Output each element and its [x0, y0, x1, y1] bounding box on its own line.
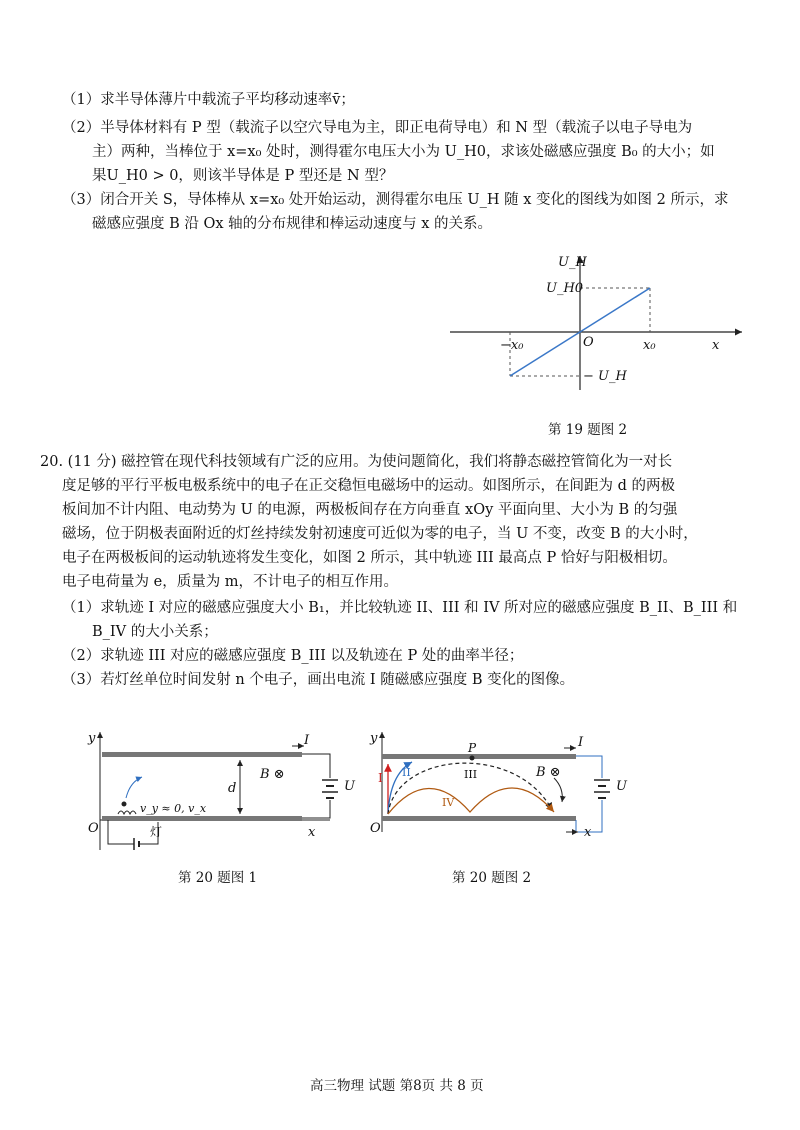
- circuit-top-wire: [302, 754, 330, 778]
- filament-label: 灯: [150, 825, 163, 839]
- circuit-top-wire: [576, 756, 602, 778]
- page-footer: 高三物理 试题 第8页 共 8 页: [310, 1078, 484, 1094]
- deflection-arrow: [554, 778, 562, 802]
- x-axis-label: x: [712, 338, 720, 353]
- q20-fig1-caption: 第 20 题图 1: [178, 870, 258, 886]
- electron: [122, 802, 127, 807]
- q20-part2: （2）求轨迹 III 对应的磁感应强度 B_III 以及轨迹在 P 处的曲率半径；: [62, 648, 524, 664]
- anode-plate: [382, 754, 576, 759]
- b-label: B ⊗: [536, 765, 561, 780]
- trajectory-IV: [388, 788, 554, 814]
- q20-line3: 板间加不计内阻、电动势为 U 的电源，两极板间存在方向垂直 xOy 平面向里、大小为 B 的匀强: [62, 502, 678, 518]
- q19-uh-graph: [440, 248, 760, 398]
- q20-part3: （3）若灯丝单位时间发射 n 个电子，画出电流 I 随磁感应强度 B 变化的图像。: [62, 672, 575, 688]
- q19-part1: （1）求半导体薄片中载流子平均移动速率v̄；: [62, 92, 355, 108]
- q19-part2-line1: （2）半导体材料有 P 型（载流子以空穴导电为主，即正电荷导电）和 N 型（载流子以电子导电为: [62, 120, 693, 136]
- q20-line4: 磁场，位于阴极表面附近的灯丝持续发射初速度可近似为零的电子，当 U 不变，改变 B 的大小时，: [62, 526, 698, 542]
- traj-I-label: I: [378, 771, 383, 785]
- u-label: U: [616, 779, 627, 794]
- q20-line6: 电子电荷量为 e，质量为 m，不计电子的相互作用。: [62, 574, 399, 590]
- origin-label: O: [370, 821, 381, 836]
- q20-fig1: [82, 722, 364, 862]
- q19-part2-line2: 主）两种，当棒位于 x=x₀ 处时，测得霍尔电压大小为 U_H0，求该处磁感应强度 B₀ 的大小；如: [92, 144, 715, 160]
- q20-part1-line1: （1）求轨迹 I 对应的磁感应强度大小 B₁，并比较轨迹 II、III 和 IV 所对应的磁感应强度 B_II、B_III 和: [62, 600, 738, 616]
- x-label: x: [584, 825, 592, 840]
- y-label: y: [370, 731, 378, 746]
- x0-label: x₀: [643, 338, 656, 353]
- cathode-plate: [102, 816, 302, 821]
- neg-x0-label: −x₀: [500, 338, 524, 353]
- x-label: x: [308, 825, 316, 840]
- cathode-plate: [382, 816, 576, 821]
- b-label: B ⊗: [260, 767, 285, 782]
- p-label: P: [468, 741, 477, 755]
- point-p: [470, 756, 475, 761]
- q19-part3-line1: （3）闭合开关 S，导体棒从 x=x₀ 处开始运动，测得霍尔电压 U_H 随 x 变化的图线为如图 2 所示，求: [62, 192, 729, 208]
- electron-path: [126, 777, 142, 798]
- q20-fig2-caption: 第 20 题图 2: [452, 870, 532, 886]
- velocity-label: v_y ≈ 0, v_x: [140, 802, 207, 815]
- uh0-label: U_H0: [546, 281, 584, 296]
- filament-coil: [118, 811, 136, 814]
- circuit-bottom-wire: [302, 800, 330, 818]
- traj-IV-label: IV: [442, 796, 455, 809]
- q20-line2: 度足够的平行平板电极系统中的电子在正交稳恒电磁场中的运动。如图所示，在间距为 d 的两极: [62, 478, 675, 494]
- u-label: U: [344, 779, 355, 794]
- neg-uh-label: − U_H: [583, 369, 627, 384]
- uh-axis-label: U_H: [558, 255, 587, 270]
- q20-line5: 电子在两极板间的运动轨迹将发生变化，如图 2 所示，其中轨迹 III 最高点 P 恰好与阳极相切。: [62, 550, 677, 566]
- origin-label: O: [88, 821, 99, 836]
- origin-label: O: [583, 335, 594, 350]
- q20-line1: 20. (11 分) 磁控管在现代科技领域有广泛的应用。为使问题简化，我们将静态磁控管简化为一对长: [40, 454, 673, 470]
- q19-part2-line3: 果U_H0 > 0，则该半导体是 P 型还是 N 型？: [92, 168, 394, 184]
- traj-III-label: III: [464, 768, 478, 781]
- q19-fig2-caption: 第 19 题图 2: [548, 422, 628, 438]
- y-label: y: [88, 731, 96, 746]
- q20-part1-line2: B_IV 的大小关系；: [92, 624, 218, 640]
- d-label: d: [228, 781, 237, 796]
- i-label: I: [578, 735, 584, 750]
- q20-fig2: [366, 722, 648, 862]
- i-label: I: [304, 733, 310, 748]
- traj-II-label: II: [402, 766, 411, 779]
- anode-plate: [102, 752, 302, 757]
- filament-wire-left: [108, 820, 134, 844]
- q19-part3-line2: 磁感应强度 B 沿 Ox 轴的分布规律和棒运动速度与 x 的关系。: [92, 216, 493, 232]
